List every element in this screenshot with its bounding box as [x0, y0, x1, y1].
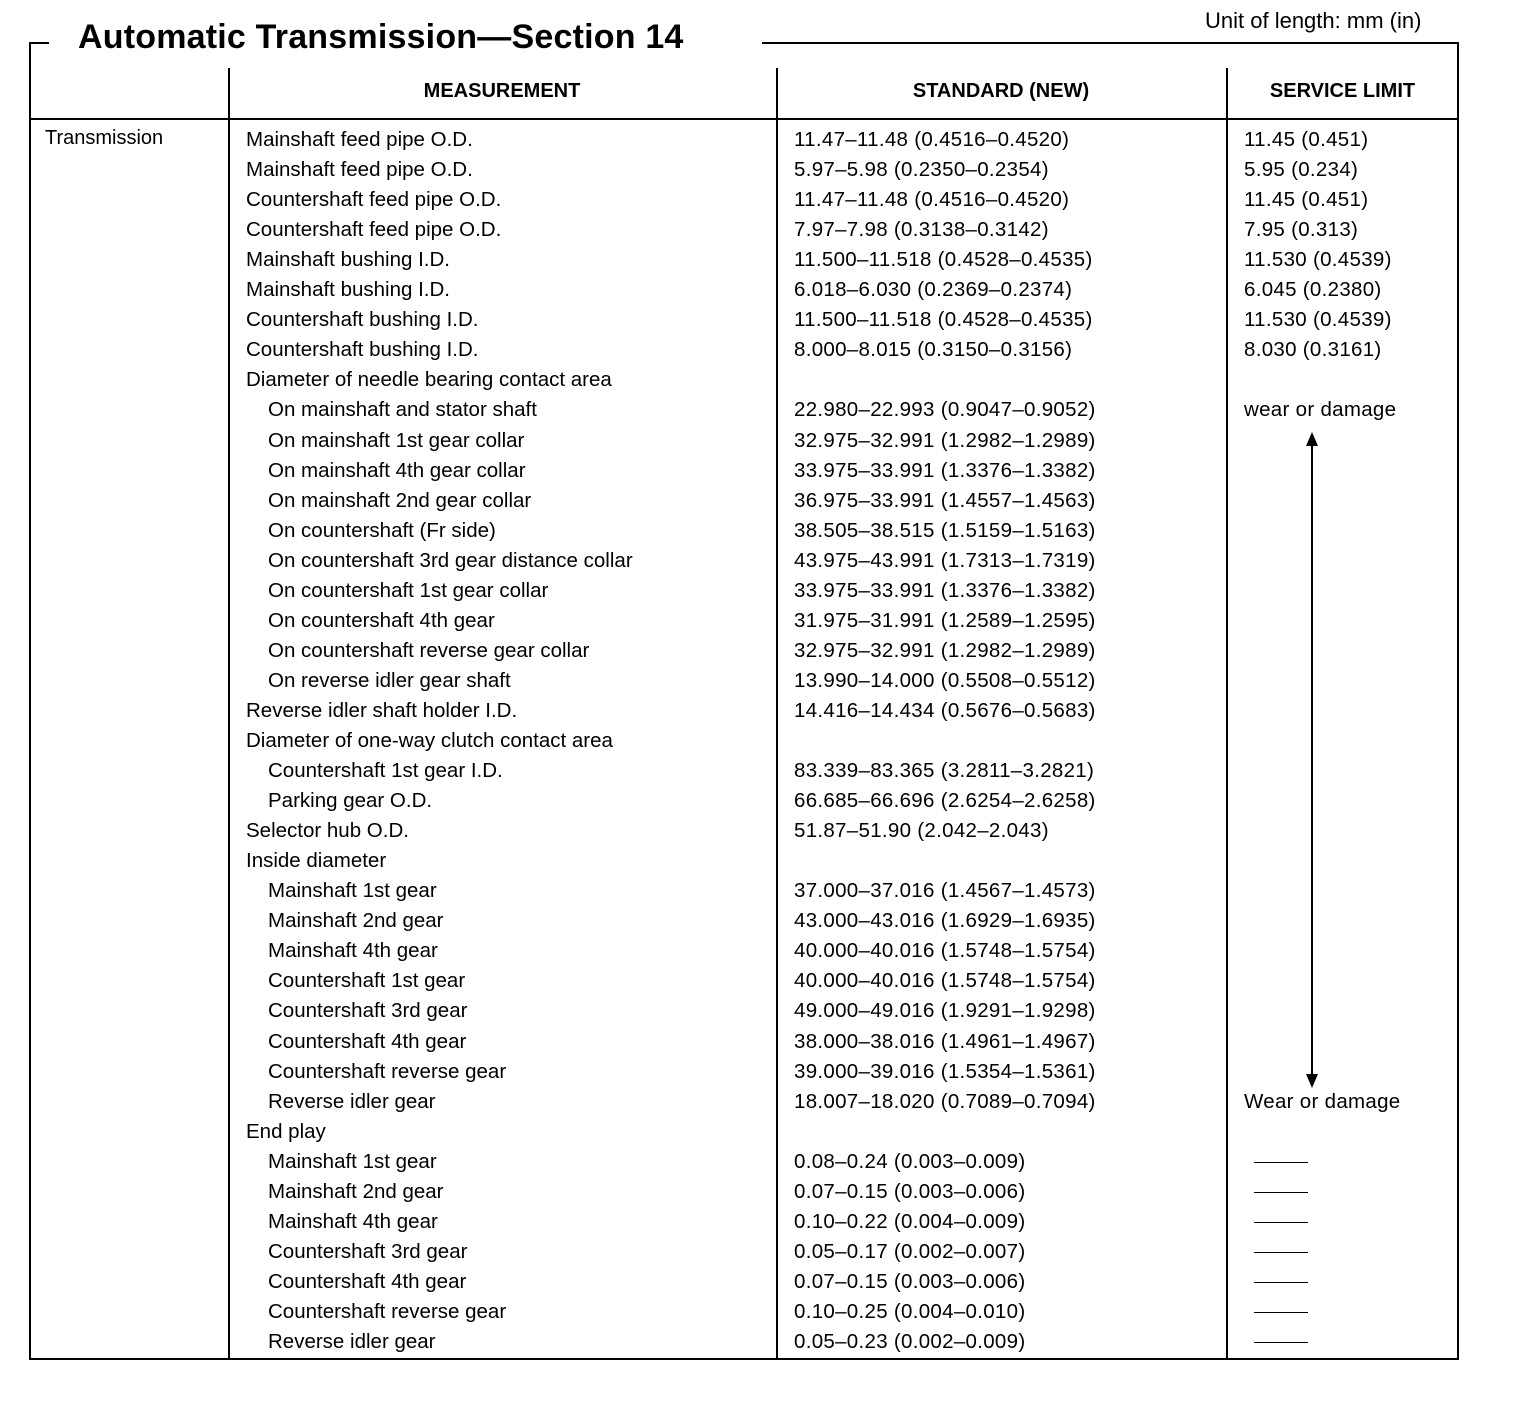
measurement-cell: On mainshaft and stator shaft: [268, 398, 537, 422]
service-limit-cell: 8.030 (0.3161): [1244, 338, 1382, 362]
measurement-cell: Countershaft 1st gear I.D.: [268, 759, 503, 783]
range-arrow-icon: [1300, 432, 1324, 1088]
table-row: [0, 1267, 1520, 1297]
unit-note: Unit of length: mm (in): [1205, 8, 1422, 33]
no-limit-dash: [1254, 1222, 1308, 1223]
standard-cell: 18.007–18.020 (0.7089–0.7094): [794, 1089, 1096, 1113]
table-row: [0, 876, 1520, 906]
top-rule-right: [762, 42, 1459, 44]
service-limit-cell: 11.45 (0.451): [1244, 188, 1369, 212]
service-limit-cell: 6.045 (0.2380): [1244, 278, 1382, 302]
header-standard: STANDARD (NEW): [912, 80, 1090, 102]
table-row: [0, 1027, 1520, 1057]
table-row: [0, 936, 1520, 966]
table-row: [0, 456, 1520, 486]
table-row: [0, 125, 1520, 155]
standard-cell: 11.500–11.518 (0.4528–0.4535): [794, 308, 1093, 332]
standard-cell: 6.018–6.030 (0.2369–0.2374): [794, 278, 1073, 302]
standard-cell: 13.990–14.000 (0.5508–0.5512): [794, 668, 1096, 692]
measurement-cell: Inside diameter: [246, 849, 387, 873]
standard-cell: 40.000–40.016 (1.5748–1.5754): [794, 939, 1096, 963]
table-row: [0, 636, 1520, 666]
header-rule: [29, 118, 1459, 120]
table-row: [0, 1327, 1520, 1357]
measurement-cell: Countershaft feed pipe O.D.: [246, 188, 502, 212]
measurement-cell: Countershaft 1st gear: [268, 969, 466, 993]
standard-cell: 39.000–39.016 (1.5354–1.5361): [794, 1059, 1096, 1083]
table-row: [0, 786, 1520, 816]
measurement-cell: On mainshaft 4th gear collar: [268, 458, 526, 482]
table-row: [0, 395, 1520, 425]
table-row: [0, 516, 1520, 546]
measurement-cell: Mainshaft feed pipe O.D.: [246, 128, 473, 151]
standard-cell: 0.05–0.17 (0.002–0.007): [794, 1239, 1026, 1263]
standard-cell: 11.500–11.518 (0.4528–0.4535): [794, 248, 1093, 272]
table-row: [0, 906, 1520, 936]
measurement-cell: Mainshaft bushing I.D.: [246, 248, 450, 272]
no-limit-dash: [1254, 1162, 1308, 1163]
page-title: Automatic Transmission—Section 14: [78, 18, 684, 56]
measurement-cell: Mainshaft 1st gear: [268, 879, 437, 903]
table-row: [0, 696, 1520, 726]
measurement-cell: Countershaft reverse gear: [268, 1059, 507, 1083]
standard-cell: 11.47–11.48 (0.4516–0.4520): [794, 128, 1070, 151]
standard-cell: 33.975–33.991 (1.3376–1.3382): [794, 578, 1096, 602]
table-row: [0, 1147, 1520, 1177]
standard-cell: 40.000–40.016 (1.5748–1.5754): [794, 969, 1096, 993]
table-row: [0, 606, 1520, 636]
standard-cell: 33.975–33.991 (1.3376–1.3382): [794, 458, 1096, 482]
service-limit-cell: wear or damage: [1244, 398, 1397, 422]
table-row: [0, 846, 1520, 876]
table-row: [0, 365, 1520, 395]
table-row: [0, 966, 1520, 996]
measurement-cell: Reverse idler gear: [268, 1089, 436, 1113]
measurement-cell: Countershaft 4th gear: [268, 1269, 467, 1293]
standard-cell: 0.10–0.25 (0.004–0.010): [794, 1299, 1026, 1323]
measurement-cell: Diameter of needle bearing contact area: [246, 368, 612, 392]
section-label: Transmission: [45, 127, 164, 149]
table-row: [0, 1237, 1520, 1267]
measurement-cell: On countershaft 4th gear: [268, 608, 495, 632]
measurement-cell: On countershaft (Fr side): [268, 518, 496, 542]
standard-cell: 14.416–14.434 (0.5676–0.5683): [794, 698, 1096, 722]
standard-cell: 37.000–37.016 (1.4567–1.4573): [794, 879, 1096, 903]
top-rule-left: [29, 42, 49, 44]
standard-cell: 11.47–11.48 (0.4516–0.4520): [794, 188, 1070, 212]
measurement-cell: On mainshaft 2nd gear collar: [268, 488, 532, 512]
standard-cell: 43.000–43.016 (1.6929–1.6935): [794, 909, 1096, 933]
table-row: [0, 1177, 1520, 1207]
standard-cell: 66.685–66.696 (2.6254–2.6258): [794, 789, 1096, 813]
service-limit-cell: 11.45 (0.451): [1244, 128, 1369, 151]
no-limit-dash: [1254, 1252, 1308, 1253]
table-row: [0, 155, 1520, 185]
standard-cell: 8.000–8.015 (0.3150–0.3156): [794, 338, 1073, 362]
no-limit-dash: [1254, 1342, 1308, 1343]
table-row: [0, 305, 1520, 335]
measurement-cell: Mainshaft 2nd gear: [268, 1179, 444, 1203]
measurement-cell: Parking gear O.D.: [268, 789, 433, 813]
standard-cell: 0.08–0.24 (0.003–0.009): [794, 1149, 1026, 1173]
header-measurement: MEASUREMENT: [423, 80, 581, 102]
measurement-cell: Countershaft feed pipe O.D.: [246, 218, 502, 242]
table-row: [0, 1117, 1520, 1147]
standard-cell: 83.339–83.365 (3.2811–3.2821): [794, 759, 1095, 783]
service-limit-cell: 5.95 (0.234): [1244, 158, 1359, 182]
standard-cell: 38.505–38.515 (1.5159–1.5163): [794, 518, 1096, 542]
standard-cell: 22.980–22.993 (0.9047–0.9052): [794, 398, 1096, 422]
table-row: [0, 426, 1520, 456]
table-row: [0, 1057, 1520, 1087]
measurement-cell: End play: [246, 1119, 326, 1143]
standard-cell: 49.000–49.016 (1.9291–1.9298): [794, 999, 1096, 1023]
no-limit-dash: [1254, 1312, 1308, 1313]
table-row: [0, 275, 1520, 305]
standard-cell: 31.975–31.991 (1.2589–1.2595): [794, 608, 1096, 632]
header-service-limit: SERVICE LIMIT: [1269, 80, 1416, 102]
no-limit-dash: [1254, 1282, 1308, 1283]
standard-cell: 0.07–0.15 (0.003–0.006): [794, 1179, 1026, 1203]
table-row: [0, 726, 1520, 756]
measurement-cell: Mainshaft 4th gear: [268, 939, 438, 963]
measurement-cell: On reverse idler gear shaft: [268, 668, 511, 692]
table-row: [0, 185, 1520, 215]
measurement-cell: Mainshaft 4th gear: [268, 1209, 438, 1233]
measurement-cell: Mainshaft 2nd gear: [268, 909, 444, 933]
standard-cell: 0.10–0.22 (0.004–0.009): [794, 1209, 1026, 1233]
standard-cell: 0.07–0.15 (0.003–0.006): [794, 1269, 1026, 1293]
measurement-cell: Mainshaft bushing I.D.: [246, 278, 450, 302]
service-limit-cell: Wear or damage: [1244, 1089, 1401, 1113]
no-limit-dash: [1254, 1192, 1308, 1193]
measurement-cell: On countershaft 3rd gear distance collar: [268, 548, 633, 572]
table-row: [0, 816, 1520, 846]
measurement-cell: Reverse idler shaft holder I.D.: [246, 698, 518, 722]
table-row: [0, 666, 1520, 696]
table-row: [0, 576, 1520, 606]
standard-cell: 32.975–32.991 (1.2982–1.2989): [794, 428, 1096, 452]
measurement-cell: Countershaft bushing I.D.: [246, 308, 479, 332]
standard-cell: 43.975–43.991 (1.7313–1.7319): [794, 548, 1096, 572]
table-row: [0, 1297, 1520, 1327]
table-row: [0, 1087, 1520, 1117]
measurement-cell: Mainshaft feed pipe O.D.: [246, 158, 473, 182]
measurement-cell: Countershaft reverse gear: [268, 1299, 507, 1323]
table-row: [0, 486, 1520, 516]
standard-cell: 0.05–0.23 (0.002–0.009): [794, 1330, 1026, 1353]
standard-cell: 7.97–7.98 (0.3138–0.3142): [794, 218, 1049, 242]
measurement-cell: On mainshaft 1st gear collar: [268, 428, 525, 452]
table-row: [0, 335, 1520, 365]
measurement-cell: Mainshaft 1st gear: [268, 1149, 437, 1173]
service-limit-cell: 11.530 (0.4539): [1244, 248, 1392, 272]
standard-cell: 5.97–5.98 (0.2350–0.2354): [794, 158, 1049, 182]
standard-cell: 38.000–38.016 (1.4961–1.4967): [794, 1029, 1096, 1053]
table-row: [0, 546, 1520, 576]
service-limit-cell: 7.95 (0.313): [1244, 218, 1359, 242]
measurement-cell: Countershaft bushing I.D.: [246, 338, 479, 362]
measurement-cell: Selector hub O.D.: [246, 819, 409, 843]
measurement-cell: Countershaft 4th gear: [268, 1029, 467, 1053]
measurement-cell: Reverse idler gear: [268, 1330, 436, 1353]
table-row: [0, 756, 1520, 786]
table-row: [0, 215, 1520, 245]
standard-cell: 51.87–51.90 (2.042–2.043): [794, 819, 1049, 843]
measurement-cell: Countershaft 3rd gear: [268, 1239, 468, 1263]
measurement-cell: On countershaft 1st gear collar: [268, 578, 549, 602]
standard-cell: 32.975–32.991 (1.2982–1.2989): [794, 638, 1096, 662]
table-row: [0, 245, 1520, 275]
measurement-cell: On countershaft reverse gear collar: [268, 638, 590, 662]
measurement-cell: Diameter of one-way clutch contact area: [246, 729, 613, 752]
standard-cell: 36.975–33.991 (1.4557–1.4563): [794, 488, 1096, 512]
measurement-cell: Countershaft 3rd gear: [268, 999, 468, 1023]
service-limit-cell: 11.530 (0.4539): [1244, 308, 1392, 332]
table-row: [0, 1207, 1520, 1237]
table-row: [0, 996, 1520, 1026]
